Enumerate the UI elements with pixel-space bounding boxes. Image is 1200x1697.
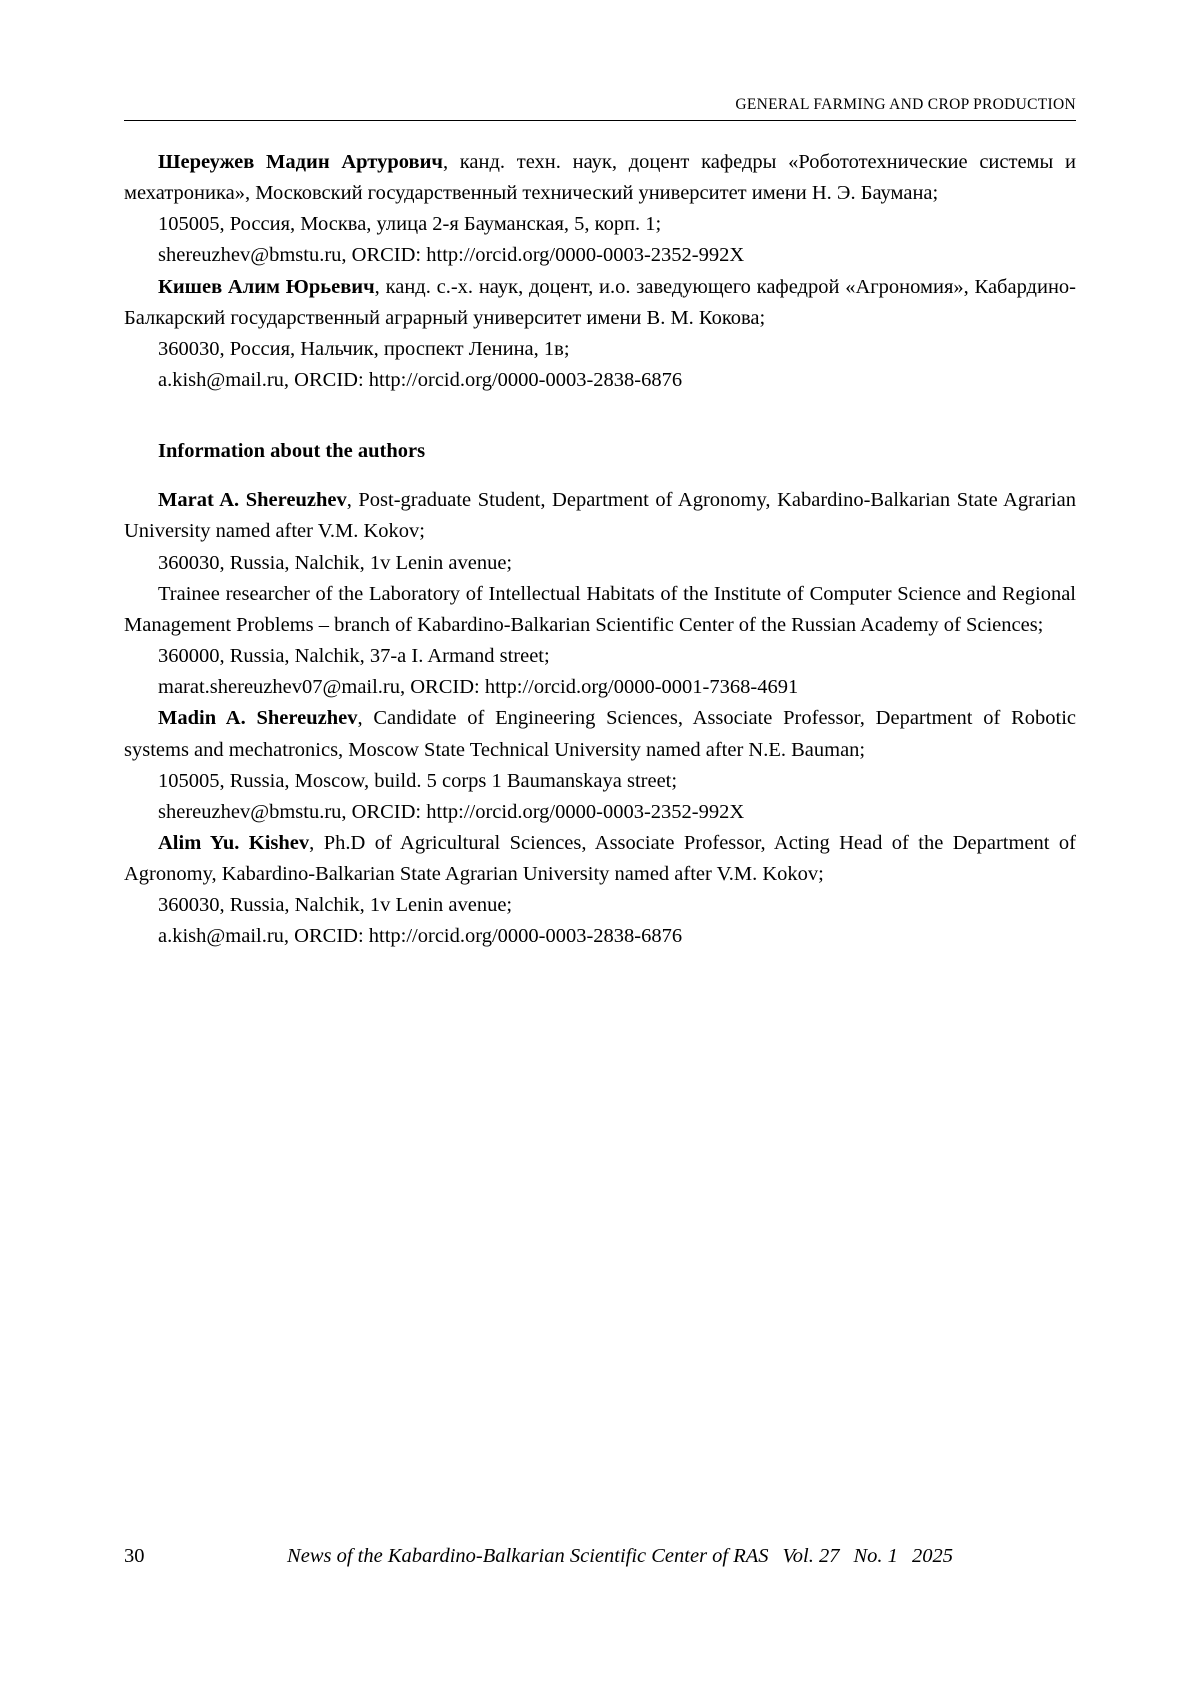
footer-journal-line xyxy=(184,1545,1076,1568)
footer-issue: No. 1 xyxy=(853,1545,898,1567)
russian-author-2-address: 360030, Россия, Нальчик, проспект Ленина, 1в; xyxy=(158,337,570,360)
page-content xyxy=(124,96,1076,953)
page-footer xyxy=(124,1545,1076,1568)
page-number: 30 xyxy=(124,1545,145,1567)
english-author-2-name: Madin A. Shereuzhev xyxy=(158,707,358,730)
russian-author-1-address: 105005, Россия, Москва, улица 2-я Бауманская, 5, корп. 1; xyxy=(158,213,662,236)
english-author-2-affiliation: , Candidate of Engineering Sciences, Associate Professor, Department of Robotic systems and mechatronics, Moscow State Technical University named after N.E. Bauman; xyxy=(124,707,1077,761)
english-author-2-paragraph xyxy=(124,703,1076,765)
english-author-1-extra-affiliation: Trainee researcher of the Laboratory of Intellectual Habitats of the Institute of Computer Science and Regional Management Problems – branch of Kabardino-Balkarian Scientific Center of the Russian Academy of Sciences; xyxy=(124,582,1076,636)
footer-year: 2025 xyxy=(911,1545,953,1567)
english-author-1-address: 360030, Russia, Nalchik, 1v Lenin avenue; xyxy=(158,551,513,574)
english-author-1-paragraph xyxy=(124,485,1076,547)
english-author-3-affiliation: , Ph.D of Agricultural Sciences, Associate Professor, Acting Head of the Department of Agronomy, Kabardino-Balkarian State Agrarian University named after V.M. Kokov; xyxy=(124,831,1076,886)
russian-author-2-name: Кишев Алим Юрьевич xyxy=(158,275,375,298)
english-author-2-contact: shereuzhev@bmstu.ru, ORCID: http://orcid.org/0000-0003-2352-992X xyxy=(158,800,745,823)
english-author-3-contact: a.kish@mail.ru, ORCID: http://orcid.org/0000-0003-2838-6876 xyxy=(158,925,683,948)
section-heading-information-about-authors: Information about the authors xyxy=(158,440,426,463)
english-author-1-affiliation: , Post-graduate Student, Department of Agronomy, Kabardino-Balkarian State Agrarian University named after V.M. Kokov; xyxy=(124,489,1076,543)
english-author-3-address: 360030, Russia, Nalchik, 1v Lenin avenue; xyxy=(158,894,513,917)
english-author-3-name: Alim Yu. Kishev xyxy=(158,831,310,854)
english-author-3-paragraph xyxy=(124,828,1076,890)
english-author-2-address: 105005, Russia, Moscow, build. 5 corps 1 Baumanskaya street; xyxy=(158,769,678,792)
english-author-1-address-2: 360000, Russia, Nalchik, 37-a I. Armand street; xyxy=(158,645,550,668)
footer-journal-title: News of the Kabardino-Balkarian Scientific Center of RAS xyxy=(287,1545,769,1567)
russian-author-1-name: Шереужев Мадин Артурович xyxy=(158,151,443,173)
footer-volume: Vol. 27 xyxy=(782,1545,840,1567)
russian-author-1-paragraph xyxy=(124,147,1076,209)
header-divider xyxy=(124,120,1076,121)
russian-author-2-contact: a.kish@mail.ru, ORCID: http://orcid.org/0000-0003-2838-6876 xyxy=(158,369,683,392)
russian-author-2-affiliation: , канд. с.-х. наук, доцент, и.о. заведующего кафедрой «Агрономия», Кабардино-Балкарский государственный аграрный университет имени В. М. Кокова; xyxy=(124,275,1076,329)
russian-author-2-paragraph xyxy=(124,272,1076,334)
running-head: GENERAL FARMING AND CROP PRODUCTION xyxy=(735,96,1076,113)
english-author-1-contact: marat.shereuzhev07@mail.ru, ORCID: http://orcid.org/0000-0001-7368-4691 xyxy=(158,676,799,699)
english-author-1-name: Marat A. Shereuzhev xyxy=(158,489,347,512)
russian-author-1-affiliation: , канд. техн. наук, доцент кафедры «Робототехнические системы и мехатроника», Московский государственный технический университет имени Н. Э. Баумана; xyxy=(124,151,1076,205)
russian-author-1-contact: shereuzhev@bmstu.ru, ORCID: http://orcid.org/0000-0003-2352-992X xyxy=(158,244,745,267)
